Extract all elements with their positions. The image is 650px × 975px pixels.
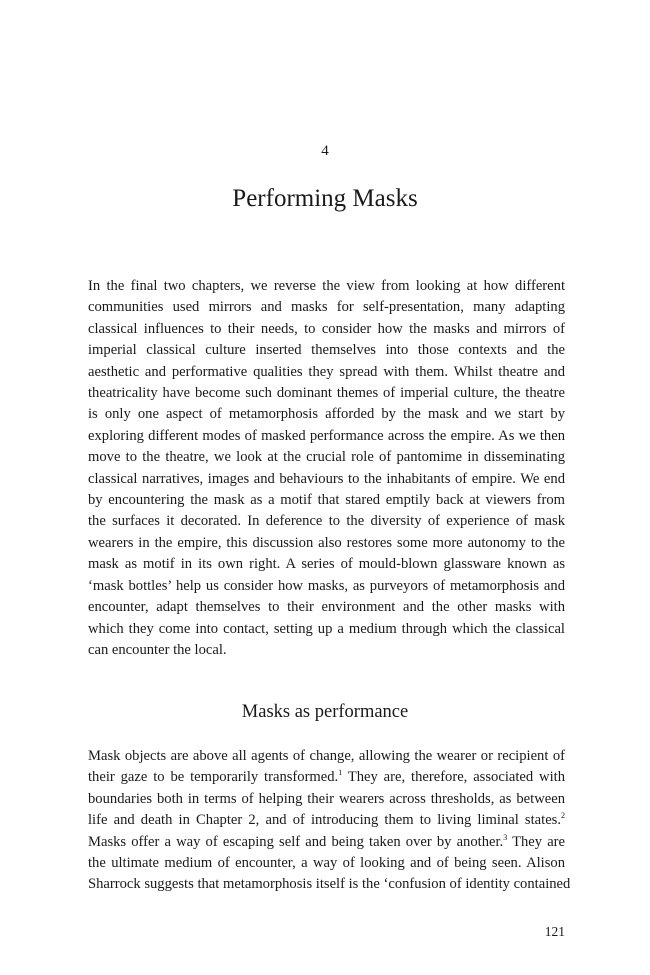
intro-paragraph — [88, 276, 565, 661]
paragraph-line: the surfaces it decorated. In deference to the diversity of experience of mask — [88, 513, 565, 530]
paragraph-line: boundaries both in terms of helping their wearers across thresholds, as between — [88, 790, 565, 807]
paragraph-line: classical influences to their needs, to consider how the masks and mirrors of — [88, 320, 565, 337]
paragraph-line: wearers in the empire, this discussion also restores some more autonomy to the — [88, 534, 565, 551]
chapter-title: Performing Masks — [232, 185, 418, 212]
paragraph-line: their gaze to be temporarily transformed.$^1$ They are, therefore, associated with — [88, 768, 565, 786]
section-paragraph — [88, 746, 571, 896]
paragraph-line: aesthetic and performative qualities they spread with them. Whilst theatre and — [88, 363, 565, 380]
page-number: 121 — [544, 924, 565, 939]
paragraph-line: theatricality have become such dominant themes of imperial culture, the theatre — [88, 385, 565, 402]
chapter-number: 4 — [321, 143, 329, 159]
section-heading: Masks as performance — [241, 702, 409, 722]
paragraph-line: life and death in Chapter 2, and of introducing them to living liminal states.$^2$ — [88, 811, 565, 829]
paragraph-line: communities used mirrors and masks for self-presentation, many adapting — [88, 299, 565, 316]
paragraph-line: In the final two chapters, we reverse the view from looking at how different — [88, 278, 565, 294]
paragraph-line: Mask objects are above all agents of change, allowing the wearer or recipient of — [88, 748, 565, 764]
paragraph-line: can encounter the local. — [88, 641, 227, 658]
paragraph-line: Masks offer a way of escaping self and being taken over by another.$^3$ They are — [88, 832, 566, 850]
footnote-marker[interactable]: 1 — [338, 768, 343, 778]
paragraph-line: Sharrock suggests that metamorphosis itself is the ‘confusion of identity contained — [88, 876, 571, 893]
paragraph-line: is only one aspect of metamorphosis afforded by the mask and we start by — [88, 406, 565, 423]
paragraph-line: exploring different modes of masked performance across the empire. As we then — [88, 427, 565, 444]
footnote-marker[interactable]: 2 — [561, 811, 565, 821]
paragraph-line: move to the theatre, we look at the crucial role of pantomime in disseminating — [88, 449, 565, 466]
paragraph-line: classical narratives, images and behaviours to the inhabitants of empire. We end — [88, 470, 565, 487]
paragraph-line: encounter, adapt themselves to their environment and the other masks with — [88, 599, 565, 616]
paragraph-line: ‘mask bottles’ help us consider how masks, as purveyors of metamorphosis and — [88, 577, 565, 594]
paragraph-line: imperial classical culture inserted themselves into those contexts and the — [88, 342, 565, 359]
paragraph-line: by encountering the mask as a motif that stared emptily back at viewers from — [88, 492, 565, 509]
paragraph-line: which they come into contact, setting up a medium through which the classical — [88, 620, 565, 637]
paragraph-line: the ultimate medium of encounter, a way of looking and of being seen. Alison — [88, 855, 565, 872]
footnote-marker[interactable]: 3 — [503, 832, 508, 842]
paragraph-line: mask as motif in its own right. A series of mould-blown glassware known as — [88, 556, 565, 573]
